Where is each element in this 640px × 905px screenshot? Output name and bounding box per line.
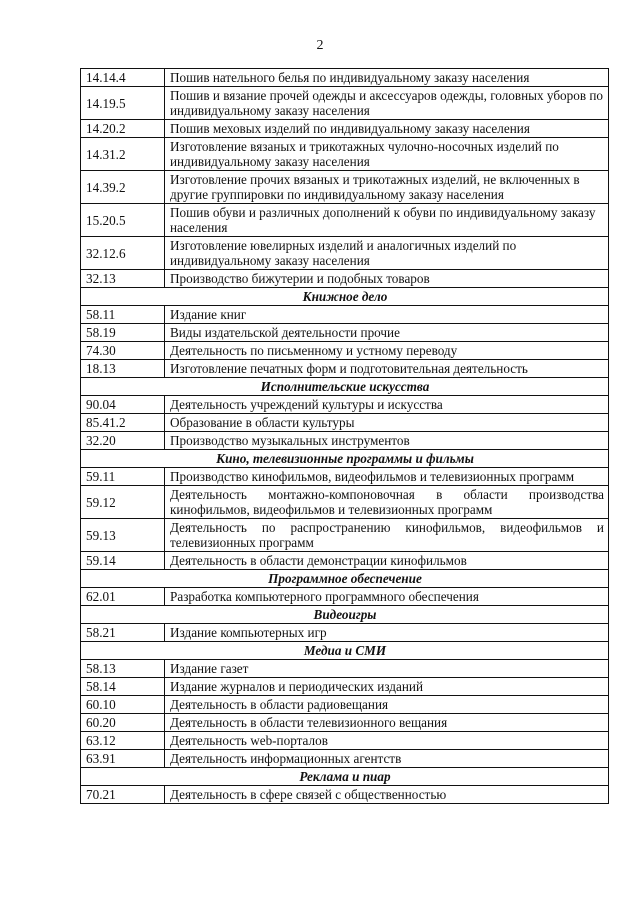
activity-code-cell: 59.14 <box>81 552 165 570</box>
activity-code-cell: 58.13 <box>81 660 165 678</box>
section-heading-row <box>81 288 609 306</box>
activity-code-cell: 58.11 <box>81 306 165 324</box>
activity-description-cell: Пошив нательного белья по индивидуальному заказу населения <box>165 69 609 87</box>
table-row <box>81 432 609 450</box>
section-heading: Медиа и СМИ <box>81 642 609 660</box>
table-row <box>81 396 609 414</box>
activity-description-cell: Издание книг <box>165 306 609 324</box>
table-row <box>81 786 609 804</box>
table-row <box>81 519 609 552</box>
activity-description-cell: Деятельность в области демонстрации кинофильмов <box>165 552 609 570</box>
table-row <box>81 270 609 288</box>
activity-code-cell: 59.11 <box>81 468 165 486</box>
activity-code-cell: 90.04 <box>81 396 165 414</box>
activity-code-cell: 60.20 <box>81 714 165 732</box>
section-heading-row <box>81 642 609 660</box>
activity-description-cell: Разработка компьютерного программного обеспечения <box>165 588 609 606</box>
table-row <box>81 237 609 270</box>
activity-code-cell: 14.19.5 <box>81 87 165 120</box>
section-heading: Книжное дело <box>81 288 609 306</box>
activity-code-cell: 85.41.2 <box>81 414 165 432</box>
activity-description-cell: Производство музыкальных инструментов <box>165 432 609 450</box>
table-row <box>81 552 609 570</box>
section-heading-row <box>81 768 609 786</box>
activity-description-cell: Деятельность web-порталов <box>165 732 609 750</box>
table-row <box>81 414 609 432</box>
activity-code-cell: 58.19 <box>81 324 165 342</box>
activity-description-cell: Деятельность монтажно-компоновочная в области производства кинофильмов, видеофильмов и телевизионных программ <box>165 486 609 519</box>
activity-code-cell: 58.21 <box>81 624 165 642</box>
activity-description-cell: Производство бижутерии и подобных товаров <box>165 270 609 288</box>
table-row <box>81 750 609 768</box>
activity-description-cell: Изготовление печатных форм и подготовительная деятельность <box>165 360 609 378</box>
activity-code-cell: 70.21 <box>81 786 165 804</box>
activity-description-cell: Изготовление вязаных и трикотажных чулочно-носочных изделий по индивидуальному заказу населения <box>165 138 609 171</box>
section-heading: Программное обеспечение <box>81 570 609 588</box>
activity-code-cell: 74.30 <box>81 342 165 360</box>
table-row <box>81 87 609 120</box>
table-row <box>81 171 609 204</box>
table-row <box>81 696 609 714</box>
activity-code-cell: 14.39.2 <box>81 171 165 204</box>
activity-code-cell: 58.14 <box>81 678 165 696</box>
section-heading-row <box>81 378 609 396</box>
section-heading-row <box>81 606 609 624</box>
table-row <box>81 588 609 606</box>
activity-code-cell: 60.10 <box>81 696 165 714</box>
activity-code-cell: 63.12 <box>81 732 165 750</box>
activity-description-cell: Деятельность информационных агентств <box>165 750 609 768</box>
activity-description-cell: Пошив и вязание прочей одежды и аксессуаров одежды, головных уборов по индивидуальному заказу населения <box>165 87 609 120</box>
activity-code-cell: 32.13 <box>81 270 165 288</box>
activity-description-cell: Издание газет <box>165 660 609 678</box>
table-row <box>81 69 609 87</box>
activity-description-cell: Пошив меховых изделий по индивидуальному заказу населения <box>165 120 609 138</box>
activity-description-cell: Образование в области культуры <box>165 414 609 432</box>
activity-description-cell: Деятельность в сфере связей с общественностью <box>165 786 609 804</box>
activity-code-cell: 32.12.6 <box>81 237 165 270</box>
section-heading: Реклама и пиар <box>81 768 609 786</box>
activity-description-cell: Деятельность учреждений культуры и искусства <box>165 396 609 414</box>
section-heading: Видеоигры <box>81 606 609 624</box>
table-row <box>81 360 609 378</box>
activity-code-cell: 14.20.2 <box>81 120 165 138</box>
section-heading: Кино, телевизионные программы и фильмы <box>81 450 609 468</box>
section-heading: Исполнительские искусства <box>81 378 609 396</box>
table-row <box>81 204 609 237</box>
activity-description-cell: Деятельность по письменному и устному переводу <box>165 342 609 360</box>
table-row <box>81 678 609 696</box>
table-row <box>81 468 609 486</box>
activity-description-cell: Деятельность по распространению кинофильмов, видеофильмов и телевизионных программ <box>165 519 609 552</box>
activity-code-cell: 62.01 <box>81 588 165 606</box>
table-row <box>81 732 609 750</box>
activity-description-cell: Деятельность в области телевизионного вещания <box>165 714 609 732</box>
table-row <box>81 660 609 678</box>
activity-description-cell: Деятельность в области радиовещания <box>165 696 609 714</box>
activity-code-cell: 14.14.4 <box>81 69 165 87</box>
table-row <box>81 486 609 519</box>
table-row <box>81 714 609 732</box>
activity-code-cell: 59.13 <box>81 519 165 552</box>
activity-description-cell: Издание компьютерных игр <box>165 624 609 642</box>
activity-code-cell: 59.12 <box>81 486 165 519</box>
table-row <box>81 120 609 138</box>
activity-code-cell: 32.20 <box>81 432 165 450</box>
section-heading-row <box>81 450 609 468</box>
page-number: 2 <box>316 38 324 53</box>
activity-code-cell: 15.20.5 <box>81 204 165 237</box>
section-heading-row <box>81 570 609 588</box>
activity-description-cell: Изготовление прочих вязаных и трикотажных изделий, не включенных в другие группировки по индивидуальному заказу населения <box>165 171 609 204</box>
activity-description-cell: Пошив обуви и различных дополнений к обуви по индивидуальному заказу населения <box>165 204 609 237</box>
activity-code-cell: 18.13 <box>81 360 165 378</box>
table-row <box>81 324 609 342</box>
activity-description-cell: Издание журналов и периодических изданий <box>165 678 609 696</box>
activity-description-cell: Производство кинофильмов, видеофильмов и телевизионных программ <box>165 468 609 486</box>
table-row <box>81 342 609 360</box>
table-body <box>81 69 609 804</box>
activity-description-cell: Изготовление ювелирных изделий и аналогичных изделий по индивидуальному заказу населения <box>165 237 609 270</box>
activity-code-cell: 14.31.2 <box>81 138 165 171</box>
table-row <box>81 306 609 324</box>
activity-code-cell: 63.91 <box>81 750 165 768</box>
table-row <box>81 138 609 171</box>
table-row <box>81 624 609 642</box>
activity-description-cell: Виды издательской деятельности прочие <box>165 324 609 342</box>
activity-codes-table <box>80 68 609 804</box>
